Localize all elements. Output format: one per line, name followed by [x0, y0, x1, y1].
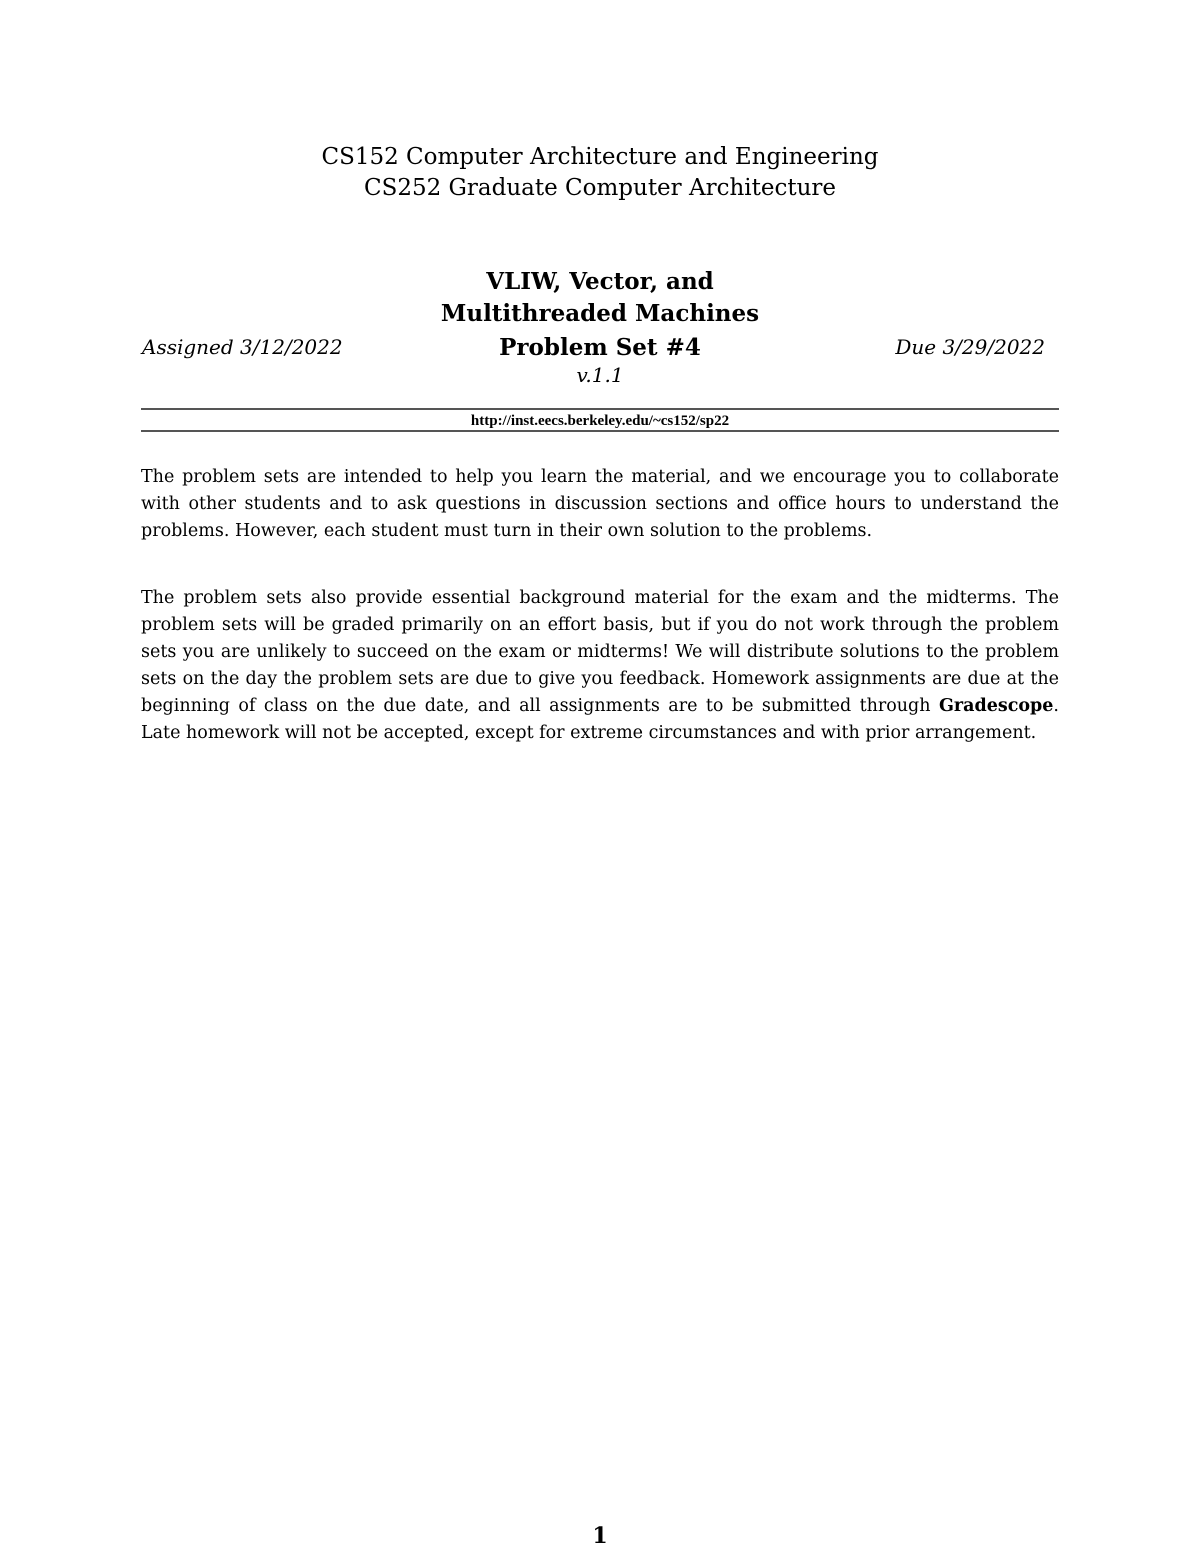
course-url-link[interactable]: http://inst.eecs.berkeley.edu/~cs152/sp22	[470, 413, 730, 429]
page-number: 1	[592, 1523, 608, 1549]
assigned-date: Assigned 3/12/2022	[142, 335, 343, 359]
intro-paragraph: The problem sets are intended to help you learn the material, and we encourage you to collaborate with other students and to ask questions in discussion sections and office hours to understand the problems. However, each student must turn in their own solution to the problems.	[141, 467, 1059, 541]
version-label: v.1.1	[576, 363, 624, 387]
top-divider	[141, 408, 1059, 410]
bottom-divider	[141, 430, 1059, 432]
policy-paragraph	[141, 585, 1059, 747]
policy-text-start: The problem sets also provide essential background material for the exam and the midterms. The problem sets will be graded primarily on an effort basis, but if you do not work through the problem sets you are unlikely to succeed on the exam or midterms! We will distribute solutions to the problem sets on the day the problem sets are due to give you feedback. Homework assignments are due at the beginning of class on the due date, and all assignments are to be submitted through	[141, 588, 1059, 716]
gradescope-emphasis: Gradescope	[938, 696, 1054, 716]
course-title-cs252: CS252 Graduate Computer Architecture	[363, 175, 837, 201]
course-title-cs152: CS152 Computer Architecture and Engineering	[321, 144, 879, 170]
policy-text-end: . Late homework will not be accepted, except for extreme circumstances and with prior arrangement.	[141, 696, 1059, 743]
document-title-line1: VLIW, Vector, and	[486, 268, 714, 295]
document-title-line2: Multithreaded Machines	[440, 300, 760, 327]
problem-set-label: Problem Set #4	[499, 334, 701, 361]
due-date: Due 3/29/2022	[895, 335, 1045, 359]
